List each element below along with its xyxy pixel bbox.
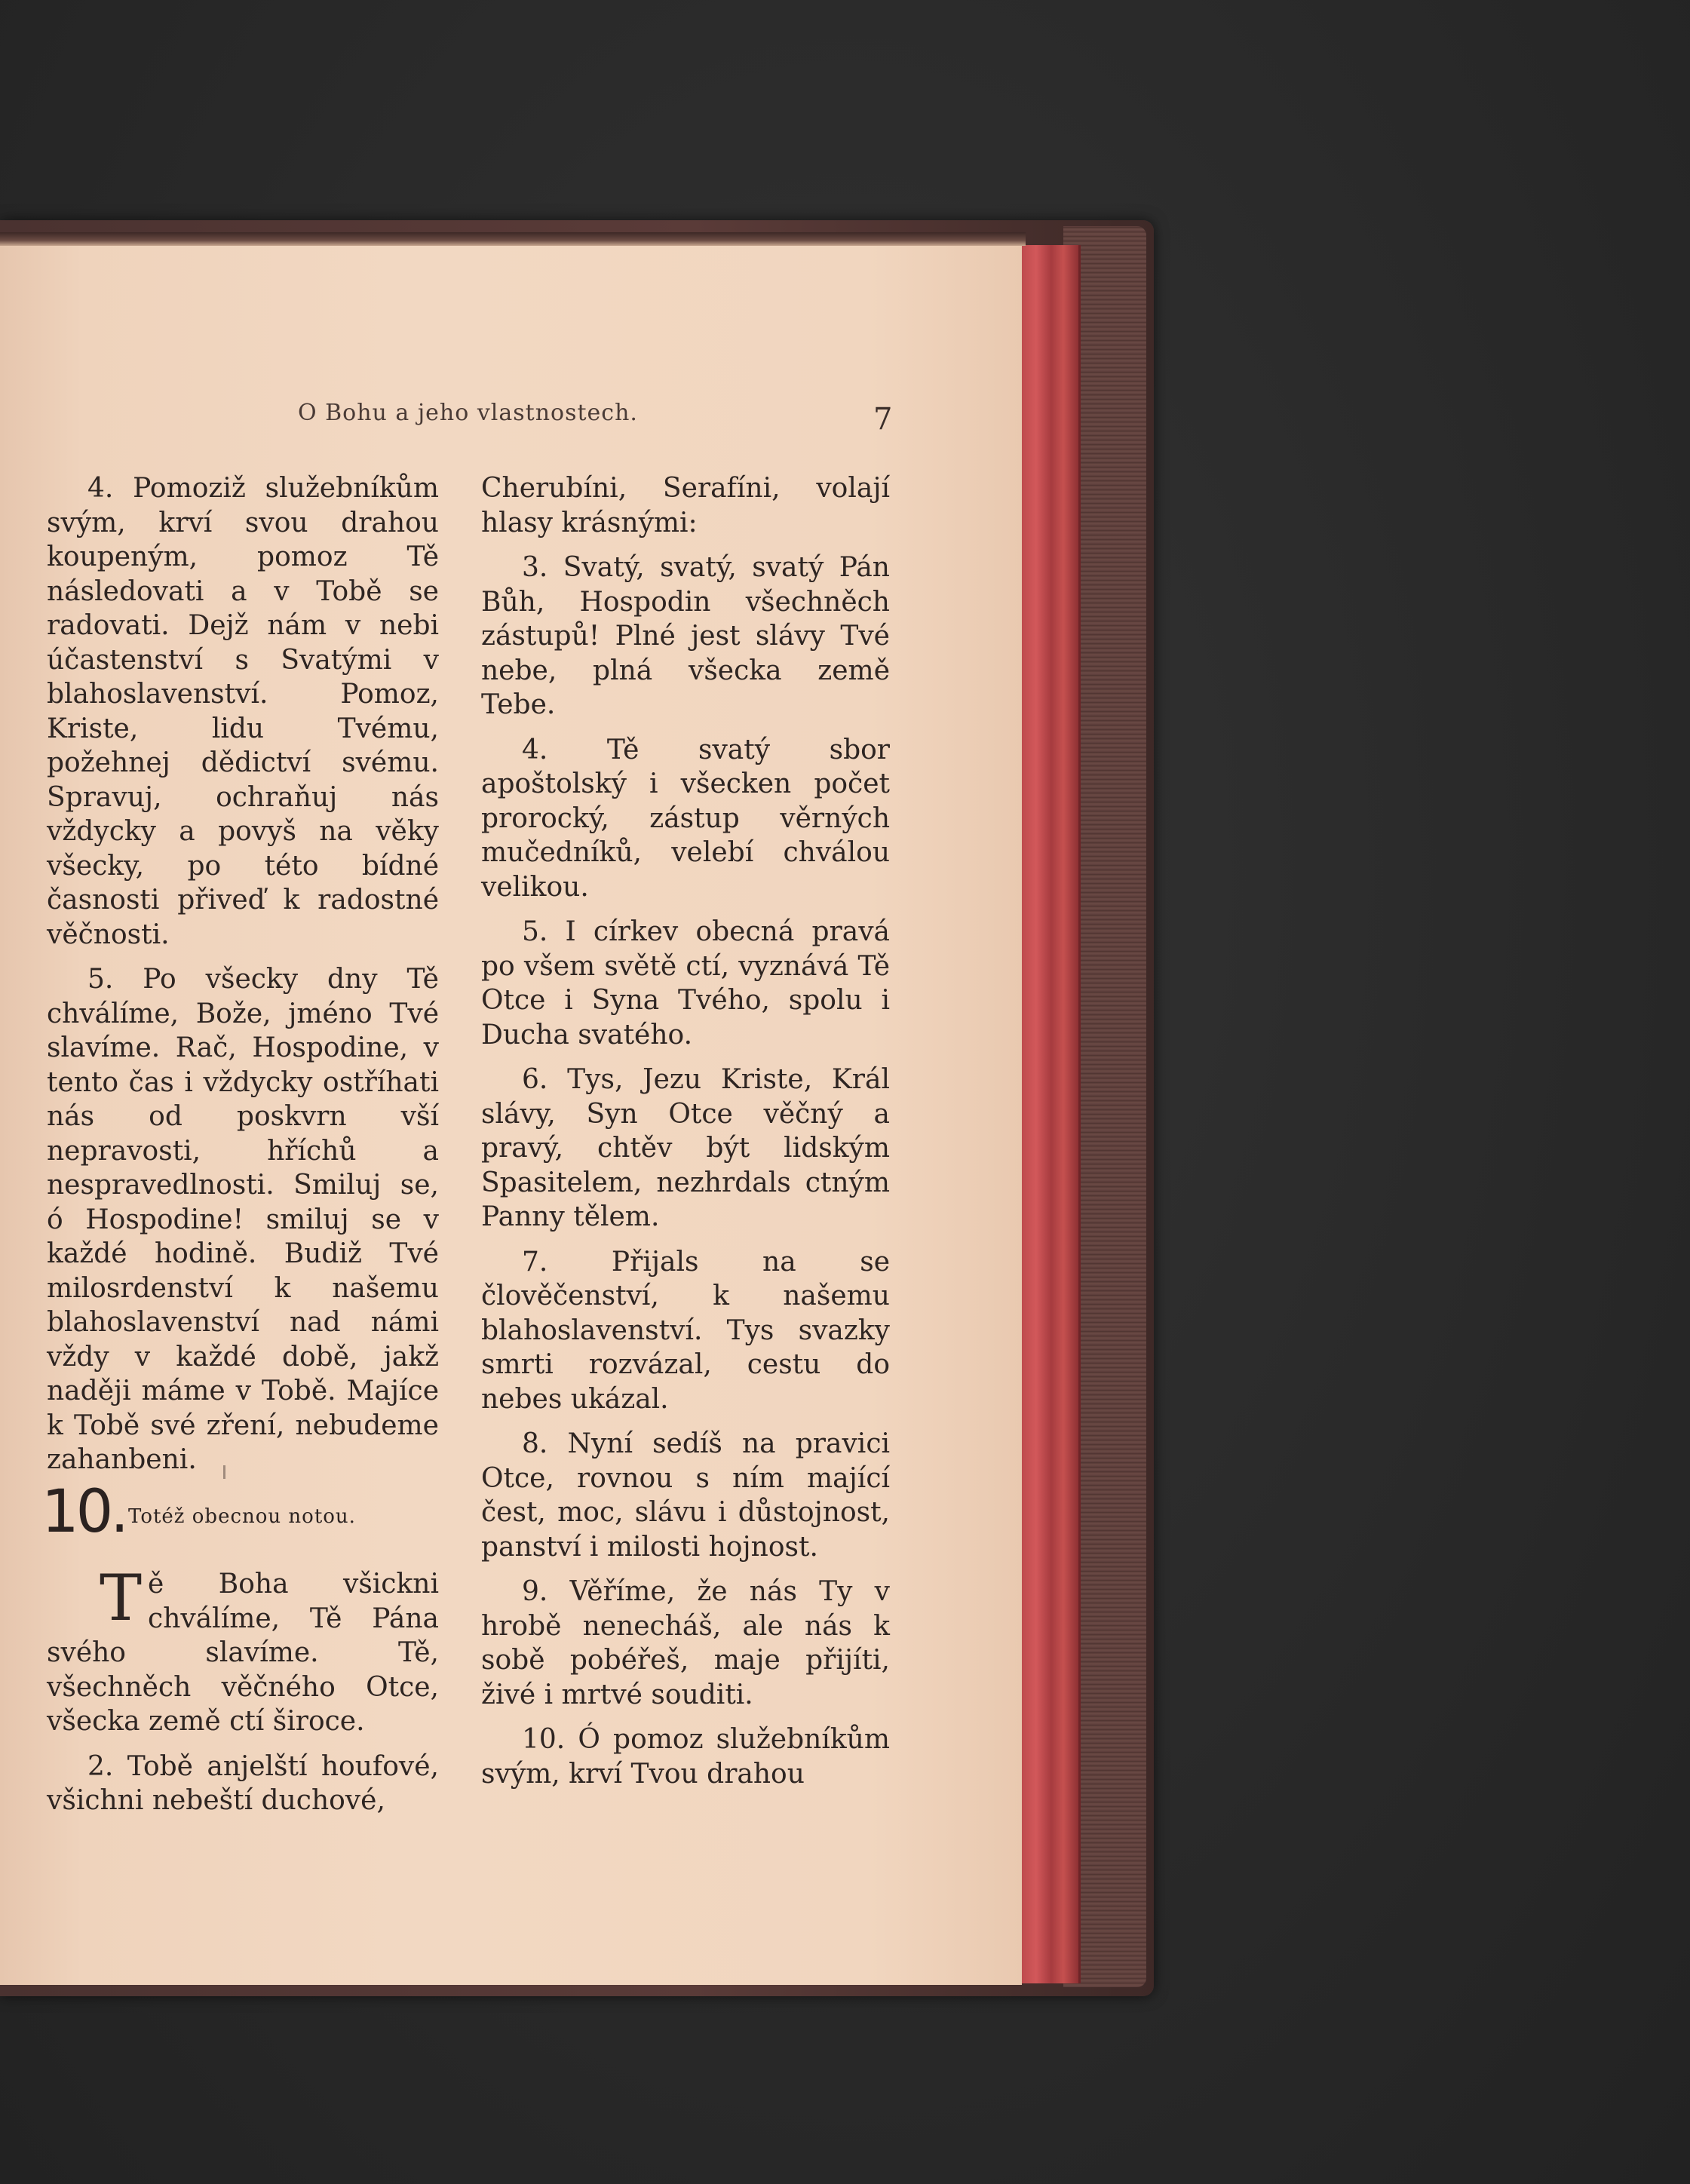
verse-paragraph: 10. Ó pomoz služebníkům svým, krví Tvou drahou	[481, 1724, 890, 1790]
right-column	[481, 471, 890, 1802]
hymn-body	[47, 1561, 439, 1829]
drop-cap: T	[100, 1561, 143, 1635]
verse-paragraph: 9. Věříme, že nás Ty v hrobě nenecháš, ale nás k sobě pobéřeš, maje přijíti, živé i mrtvé souditi.	[481, 1576, 890, 1710]
print-mark	[223, 1465, 225, 1479]
verse-paragraph: 5. Po všecky dny Tě chválíme, Bože, jméno Tvé slavíme. Rač, Hospodine, v tento čas i vždycky ostříhati nás od poskvrn vší nepravosti, hříchů a nespravedlnosti. Smiluj se, ó Hospodine! smiluj se v každé hodině. Budiž Tvé milosrdenství k našemu blahoslavenství nad námi vždy v každé době, jakž naději máme v Tobě. Majíce k Tobě své zření, nebudeme zahanbeni.	[47, 964, 439, 1475]
page-number: 7	[873, 402, 893, 437]
hymn-first-verse	[47, 1561, 439, 1739]
verse-paragraph: 4. Tě svatý sbor apoštolský i všecken počet prorocký, zástup věrných mučedníků, velebí chválou velikou.	[481, 734, 890, 903]
hymn-first-verse-text: ě Boha všickni chválíme, Tě Pána svého slavíme. Tě, všechněch věčného Otce, všecka země ctí široce.	[47, 1569, 439, 1737]
verse-continuation: Cherubíni, Serafíni, volají hlasy krásnými:	[481, 473, 890, 538]
verse-paragraph: 7. Přijals na se člověčenství, k našemu blahoslavenství. Tys svazky smrti rozvázal, cestu do nebes ukázal.	[481, 1246, 890, 1415]
page-top-shadow	[0, 232, 1026, 246]
hymn-number: 10.	[41, 1478, 127, 1546]
verse-paragraph: 8. Nyní sedíš na pravici Otce, rovnou s ním mající čest, moc, slávu i důstojnost, panství i milosti hojnost.	[481, 1428, 890, 1563]
verse-paragraph: 5. I církev obecná pravá po všem světě ctí, vyznává Tě Otce i Syna Tvého, spolu i Ducha svatého.	[481, 916, 890, 1051]
verse-paragraph: 6. Tys, Jezu Kriste, Král slávy, Syn Otce věčný a pravý, chtěv být lidským Spasitelem, nezhrdals ctným Panny tělem.	[481, 1064, 890, 1232]
left-column	[47, 471, 439, 1488]
hymn-heading	[41, 1478, 441, 1546]
hymn-subtitle: Totéž obecnou notou.	[128, 1505, 356, 1528]
verse-paragraph: 4. Pomoziž služebníkům svým, krví svou drahou koupeným, pomoz Tě následovati a v Tobě se radovati. Dejž nám v nebi účastenství s Svatými v blahoslavenství. Pomoz, Kriste, lidu Tvému, požehnej dědictví svému. Spravuj, ochraňuj nás vždycky a povyš na věky všecky, po této bídné časnosti přiveď k radostné věčnosti.	[47, 473, 439, 950]
running-head: O Bohu a jeho vlastnostech.	[298, 400, 638, 426]
hymn-second-verse: 2. Tobě anjelští houfové, všichni nebeští duchové,	[47, 1750, 439, 1816]
verse-paragraph: 3. Svatý, svatý, svatý Pán Bůh, Hospodin všechněch zástupů! Plné jest slávy Tvé nebe, plná všecka země Tebe.	[481, 552, 890, 720]
red-page-edges	[1018, 245, 1081, 1983]
